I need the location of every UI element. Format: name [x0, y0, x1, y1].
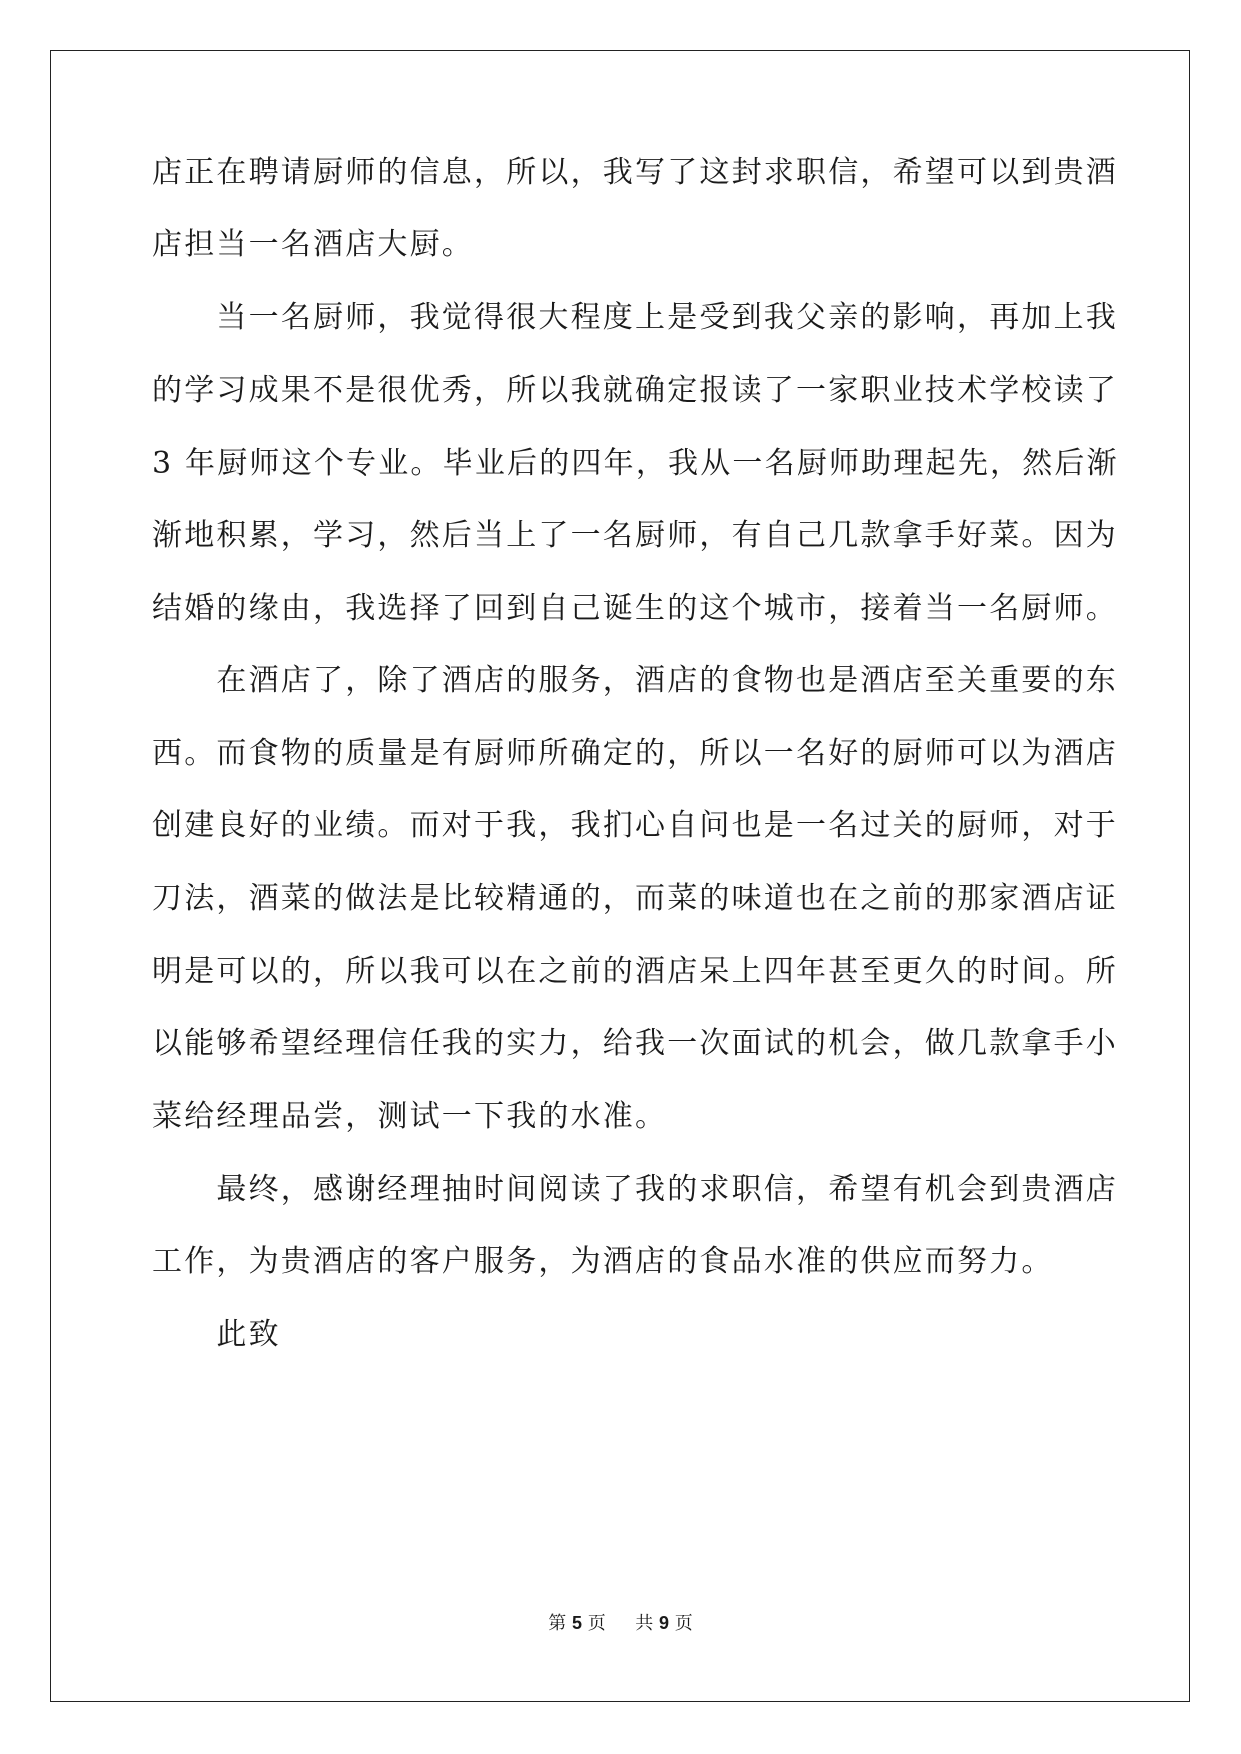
body-line: 创建良好的业绩。而对于我，我扪心自问也是一名过关的厨师，对于: [152, 808, 1118, 843]
total-pages: 9: [658, 1613, 669, 1633]
page-suffix: 页: [587, 1613, 606, 1634]
body-line: 菜给经理品尝，测试一下我的水准。: [152, 1099, 668, 1134]
body-line: 在酒店了，除了酒店的服务，酒店的食物也是酒店至关重要的东: [152, 663, 1118, 698]
body-line: 工作，为贵酒店的客户服务，为酒店的食品水准的供应而努力。: [152, 1244, 1054, 1279]
body-line: 店正在聘请厨师的信息，所以，我写了这封求职信，希望可以到贵酒: [152, 155, 1118, 190]
body-line: 的学习成果不是很优秀，所以我就确定报读了一家职业技术学校读了: [152, 373, 1118, 408]
page-footer: [0, 1612, 1241, 1635]
body-line: 刀法，酒菜的做法是比较精通的，而菜的味道也在之前的那家酒店证: [152, 881, 1118, 916]
body-line: 西。而食物的质量是有厨师所确定的，所以一名好的厨师可以为酒店: [152, 736, 1118, 771]
page-prefix: 第: [548, 1613, 567, 1634]
body-line: 此致: [152, 1317, 281, 1352]
body-line: 明是可以的，所以我可以在之前的酒店呆上四年甚至更久的时间。所: [152, 954, 1118, 989]
body-line: 结婚的缘由，我选择了回到自己诞生的这个城市，接着当一名厨师。: [152, 591, 1118, 626]
total-suffix: 页: [674, 1613, 693, 1634]
page-number: 5: [572, 1613, 583, 1633]
body-line: 当一名厨师，我觉得很大程度上是受到我父亲的影响，再加上我: [152, 300, 1118, 335]
body-line: 最终，感谢经理抽时间阅读了我的求职信，希望有机会到贵酒店: [152, 1172, 1118, 1207]
page-border: [50, 50, 1190, 1702]
body-line: 3 年厨师这个专业。毕业后的四年，我从一名厨师助理起先，然后渐: [152, 446, 1119, 481]
total-prefix: 共: [635, 1613, 654, 1634]
body-line: 渐地积累，学习，然后当上了一名厨师，有自己几款拿手好菜。因为: [152, 518, 1118, 553]
body-line: 以能够希望经理信任我的实力，给我一次面试的机会，做几款拿手小: [152, 1026, 1118, 1061]
body-line: 店担当一名酒店大厨。: [152, 227, 474, 262]
